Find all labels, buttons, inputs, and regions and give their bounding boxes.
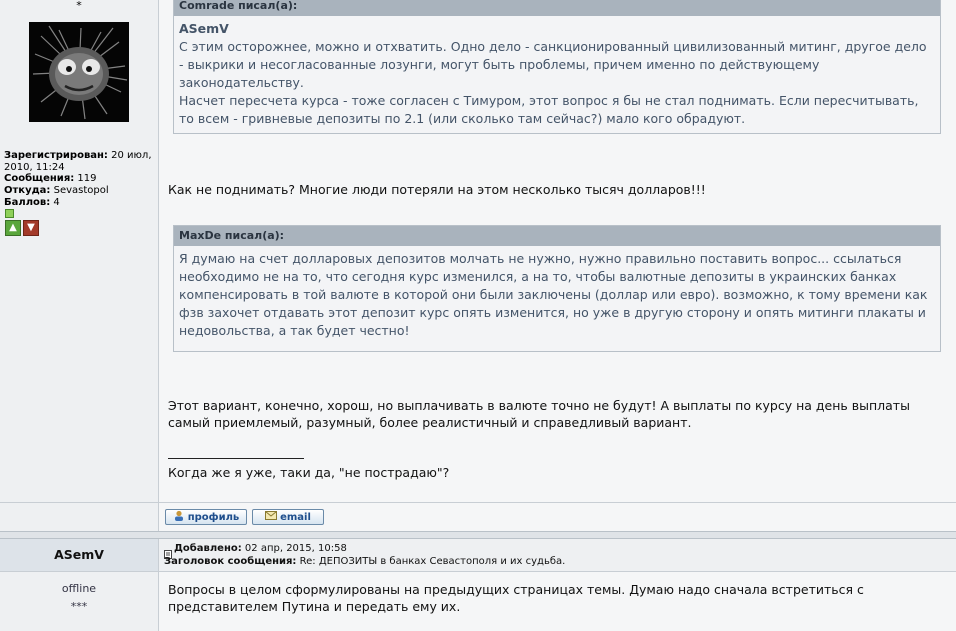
quote-body (174, 16, 940, 132)
post-text: Как не поднимать? Многие люди потеряли на этом несколько тысяч долларов!!! (168, 182, 706, 197)
user-icon (173, 510, 185, 521)
post-date: Добавлено: 02 апр, 2015, 10:58 (174, 543, 347, 554)
user-rank: * (76, 0, 82, 12)
post-author[interactable]: ASemV (54, 547, 104, 562)
post-subject: Заголовок сообщения: Re: ДЕПОЗИТЫ в банках Севастополя и их судьба. (164, 556, 566, 567)
envelope-icon (265, 510, 277, 521)
thumbs-up-icon[interactable]: ▲ (5, 220, 21, 236)
user-online-status: offline (61, 582, 97, 595)
user-points: Баллов: 4 (4, 197, 60, 208)
quote-paragraph: Насчет пересчета курса - тоже согласен с Тимуром, этот вопрос я бы не стал поднимать. Если пересчитывать, то всем - гривневые депозиты по 2.1 (или сколько там сейчас?) мало кого обрадуют. (179, 93, 919, 126)
quote-paragraph: С этим осторожнее, можно и отхватить. Одно дело - санкционированный цивилизованный митинг, другое дело - выкрики и несогласованные лозунги, могут быть проблемы, причем именно по действующему законодательству. (179, 39, 927, 90)
post-text: Этот вариант, конечно, хорош, но выплачивать в валюте точно не будут! А выплаты по курсу на день выплаты самый приемлемый, разумный, более реалистичный и справедливый вариант. (168, 398, 910, 430)
quote-header: Comrade писал(а): (174, 0, 940, 16)
post1-footer-left (0, 503, 159, 531)
user-rank: *** (70, 600, 88, 613)
post-text: Вопросы в целом сформулированы на предыдущих страницах темы. Думаю надо сначала встретиться с представителем Путина и передать ему их. (168, 582, 864, 614)
post-separator (0, 531, 956, 539)
quote-body: Я думаю на счет долларовых депозитов молчать не нужно, нужно правильно поставить вопрос... ссылаться необходимо не на то, что сегодня курс изменился, а на то, чтобы валютные депозиты в украинских банках компенсировать в той валюте в которой они были заключены (доллар или евро). возможно, к тому времени как фзв захочет отдавать этот депозит курс опять изменится, но уже в другую сторону и опять митинги плакаты и недовольства, а так будет честно! (179, 251, 928, 338)
signature: Когда же я уже, таки да, "не пострадаю"? (168, 465, 450, 480)
quote-block (173, 225, 941, 352)
user-location: Откуда: Sevastopol (4, 185, 109, 196)
online-status-icon (5, 209, 14, 218)
furry-monster-avatar-icon (29, 22, 129, 122)
quote-author: ASemV (179, 21, 229, 36)
signature-divider (168, 458, 304, 459)
avatar[interactable] (29, 22, 129, 122)
post-document-icon[interactable] (164, 544, 172, 553)
quote-header: MaxDe писал(а): (174, 226, 940, 246)
user-post-count: Сообщения: 119 (4, 173, 97, 184)
profile-button[interactable]: профиль (165, 509, 247, 525)
thumbs-down-icon[interactable]: ▼ (23, 220, 39, 236)
email-button[interactable]: email (252, 509, 324, 525)
user-registered: Зарегистрирован: 20 июл, 2010, 11:24 (4, 150, 152, 173)
quote-block (173, 0, 941, 134)
